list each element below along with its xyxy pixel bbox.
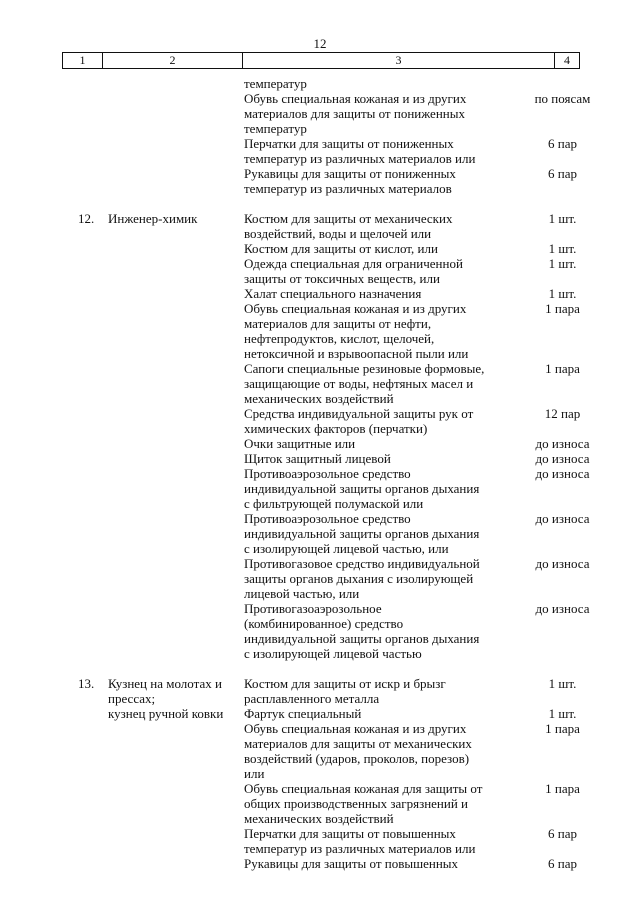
ppe-item-norm: до износа [535, 466, 590, 481]
ppe-item-norm: 6 пар [548, 136, 577, 151]
column-header-2: 2 [103, 53, 243, 68]
ppe-item-norm: 1 пара [545, 781, 580, 796]
ppe-item [244, 166, 634, 196]
table-row [0, 76, 640, 196]
ppe-item-description: температур [244, 76, 307, 91]
ppe-item [244, 301, 634, 361]
ppe-item-description: Халат специального назначения [244, 286, 422, 301]
ppe-item-description: Перчатки для защиты от повышенных температур из различных материалов или [244, 826, 476, 856]
ppe-item [244, 76, 634, 91]
ppe-item-norm: до износа [535, 511, 590, 526]
ppe-item-description: Одежда специальная для ограниченной защиты от токсичных веществ, или [244, 256, 463, 286]
ppe-item [244, 436, 634, 451]
ppe-item [244, 211, 634, 241]
ppe-item-norm: 6 пар [548, 826, 577, 841]
ppe-item-description: Противогазоаэрозольное (комбинированное) средство индивидуальной защиты органов дыхания с изолирующей лицевой частью [244, 601, 480, 661]
ppe-item-description: Щиток защитный лицевой [244, 451, 391, 466]
ppe-item-list [244, 76, 634, 196]
ppe-item [244, 136, 634, 166]
ppe-item-description: Перчатки для защиты от пониженных температур из различных материалов или [244, 136, 476, 166]
ppe-item [244, 256, 634, 286]
table-body [0, 76, 640, 871]
ppe-item-list [244, 676, 634, 871]
ppe-item-norm: до износа [535, 601, 590, 616]
ppe-item [244, 556, 634, 601]
column-header-3: 3 [243, 53, 555, 68]
ppe-item-description: Противоаэрозольное средство индивидуальной защиты органов дыхания с изолирующей лицевой частью, или [244, 511, 480, 556]
ppe-item-description: Обувь специальная кожаная и из других материалов для защиты от нефти, нефтепродуктов, кислот, щелочей, нетоксичной и взрывоопасной пыли или [244, 301, 469, 361]
ppe-item-description: Противоаэрозольное средство индивидуальной защиты органов дыхания с фильтрующей полумаской или [244, 466, 480, 511]
ppe-item-norm: по поясам [534, 91, 591, 106]
ppe-item [244, 511, 634, 556]
ppe-item [244, 466, 634, 511]
ppe-item-norm: 1 шт. [548, 676, 577, 691]
profession-name: Кузнец на молотах и прессах; кузнец ручной ковки [108, 676, 224, 721]
ppe-item-norm: 1 шт. [548, 286, 577, 301]
ppe-item-norm: до износа [535, 436, 590, 451]
ppe-item-norm: 1 шт. [548, 241, 577, 256]
ppe-item-norm: до износа [535, 451, 590, 466]
ppe-item [244, 826, 634, 856]
ppe-item [244, 361, 634, 406]
ppe-item-description: Обувь специальная кожаная и из других материалов для защиты от механических воздействий (ударов, проколов, порезов) или [244, 721, 472, 781]
ppe-item-norm: 1 пара [545, 361, 580, 376]
row-number: 13. [78, 676, 95, 691]
ppe-item-description: Очки защитные или [244, 436, 356, 451]
ppe-item [244, 451, 634, 466]
ppe-item [244, 286, 634, 301]
ppe-item [244, 856, 634, 871]
ppe-item-list [244, 211, 634, 661]
ppe-item [244, 706, 634, 721]
ppe-item-description: Обувь специальная кожаная для защиты от общих производственных загрязнений и механических воздействий [244, 781, 483, 826]
ppe-item [244, 721, 634, 781]
ppe-item [244, 91, 634, 136]
ppe-item [244, 781, 634, 826]
table-row [0, 211, 640, 661]
table-row [0, 676, 640, 871]
ppe-item-description: Сапоги специальные резиновые формовые, защищающие от воды, нефтяных масел и механических воздействий [244, 361, 485, 406]
ppe-item-norm: до износа [535, 556, 590, 571]
ppe-item-description: Противогазовое средство индивидуальной защиты органов дыхания с изолирующей лицевой частью, или [244, 556, 480, 601]
ppe-item-description: Рукавицы для защиты от пониженных температур из различных материалов [244, 166, 456, 196]
row-number: 12. [78, 211, 95, 226]
ppe-item-norm: 1 шт. [548, 256, 577, 271]
column-header-4: 4 [564, 53, 570, 67]
ppe-item-norm: 6 пар [548, 166, 577, 181]
ppe-item-description: Средства индивидуальной защиты рук от химических факторов (перчатки) [244, 406, 474, 436]
ppe-item-norm: 6 пар [548, 856, 577, 871]
page-number: 12 [313, 36, 327, 51]
ppe-item-description: Костюм для защиты от искр и брызг расплавленного металла [244, 676, 446, 706]
ppe-item-description: Костюм для защиты от кислот, или [244, 241, 438, 256]
ppe-item-description: Рукавицы для защиты от повышенных [244, 856, 459, 871]
table-header [62, 52, 580, 69]
ppe-item-description: Обувь специальная кожаная и из других материалов для защиты от пониженных температур [244, 91, 467, 136]
column-header-1: 1 [63, 53, 103, 68]
ppe-item-description: Фартук специальный [244, 706, 362, 721]
ppe-item-description: Костюм для защиты от механических воздействий, воды и щелочей или [244, 211, 453, 241]
ppe-item [244, 601, 634, 661]
ppe-item [244, 406, 634, 436]
ppe-item [244, 676, 634, 706]
profession-name: Инженер-химик [108, 211, 198, 226]
ppe-item-norm: 1 шт. [548, 211, 577, 226]
ppe-item-norm: 1 пара [545, 721, 580, 736]
ppe-item [244, 241, 634, 256]
ppe-item-norm: 1 пара [545, 301, 580, 316]
ppe-item-norm: 1 шт. [548, 706, 577, 721]
ppe-item-norm: 12 пар [544, 406, 581, 421]
